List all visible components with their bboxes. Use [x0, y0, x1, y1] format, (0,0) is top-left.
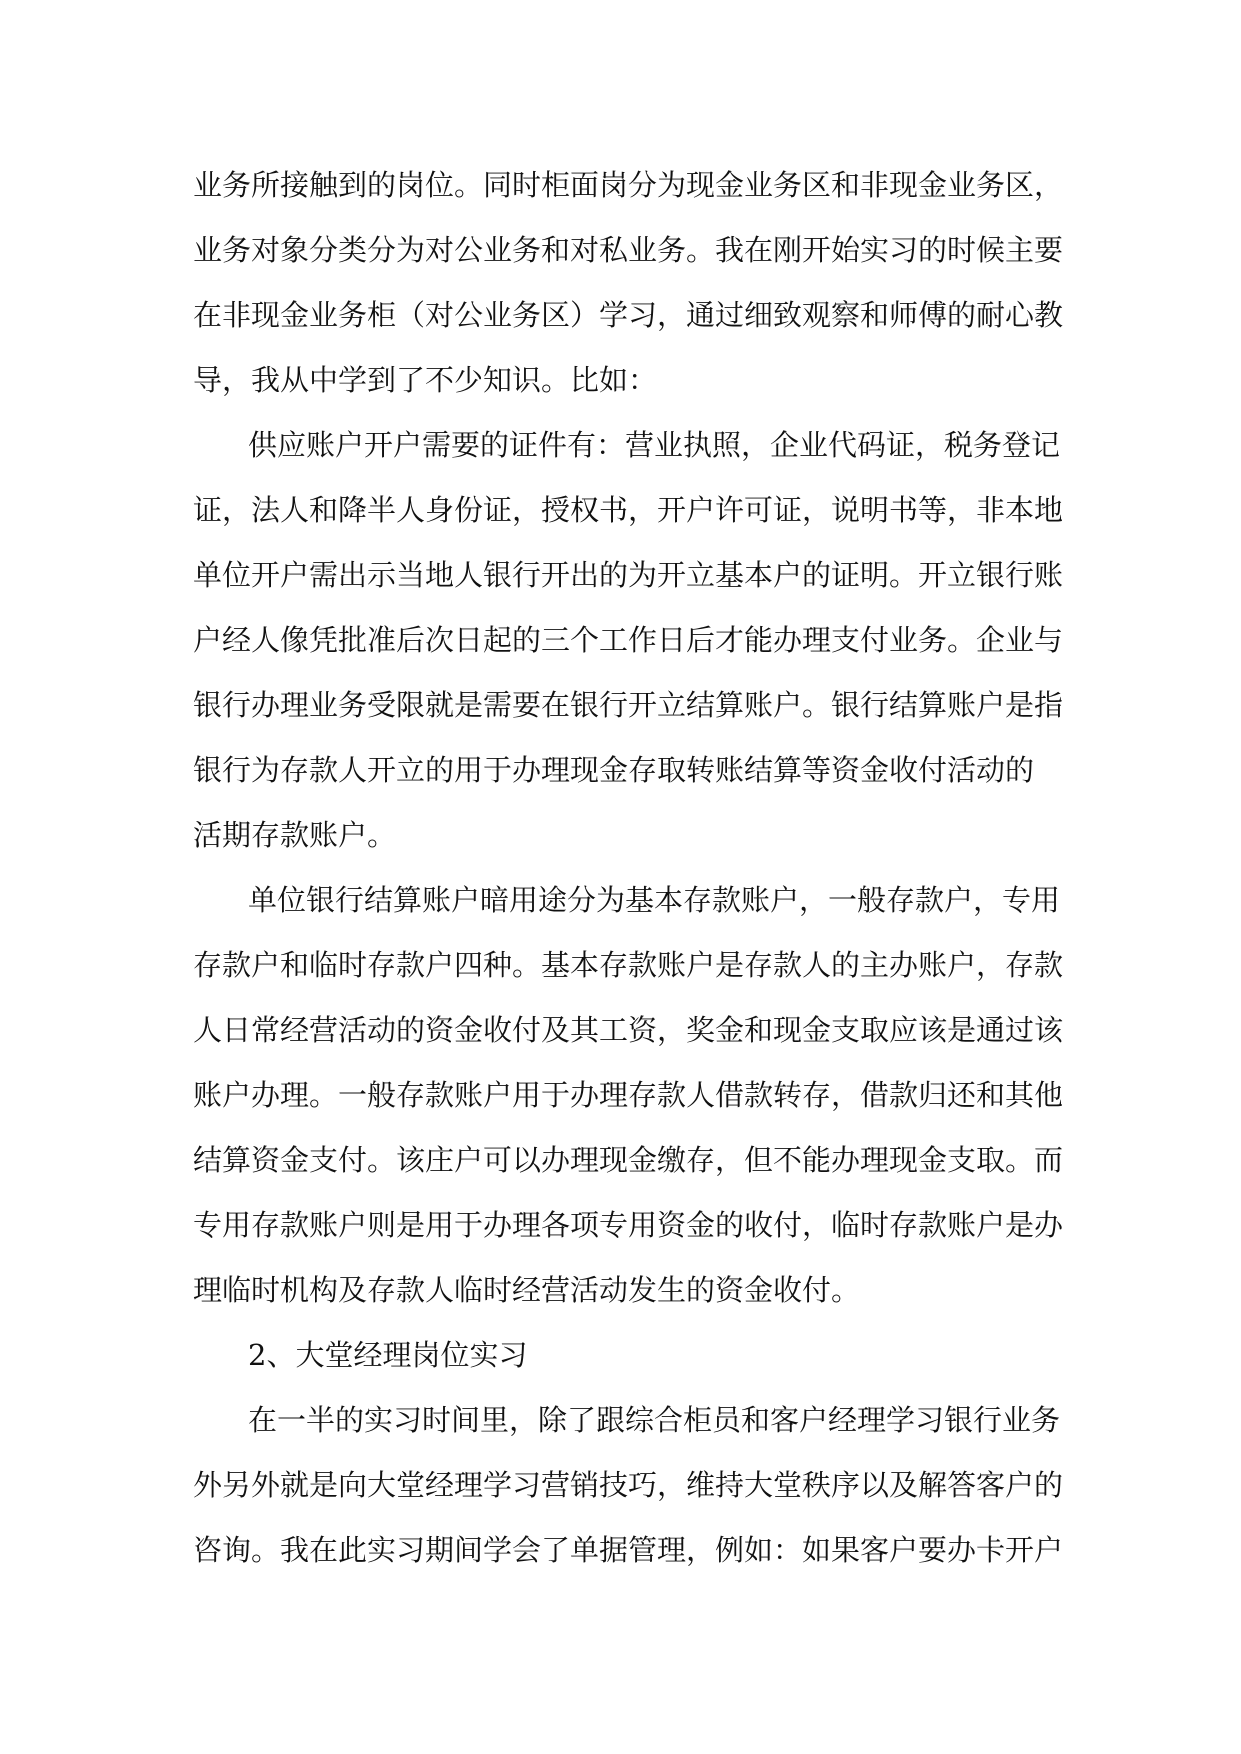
text-line: 银行为存款人开立的用于办理现金存取转账结算等资金收付活动的 — [193, 753, 1035, 787]
text-line: 银行办理业务受限就是需要在银行开立结算账户。银行结算账户是指 — [193, 688, 1064, 722]
text-line: 存款户和临时存款户四种。基本存款账户是存款人的主办账户，存款 — [193, 948, 1064, 982]
text-line: 专用存款账户则是用于办理各项专用资金的收付，临时存款账户是办 — [193, 1208, 1064, 1242]
text-line: 外另外就是向大堂经理学习营销技巧，维持大堂秩序以及解答客户的 — [193, 1468, 1064, 1502]
text-line: 业务所接触到的岗位。同时柜面岗分为现金业务区和非现金业务区， — [193, 168, 1064, 202]
text-line: 导，我从中学到了不少知识。比如： — [193, 363, 658, 397]
text-line: 账户办理。一般存款账户用于办理存款人借款转存，借款归还和其他 — [193, 1078, 1064, 1112]
text-line: 人日常经营活动的资金收付及其工资，奖金和现金支取应该是通过该 — [193, 1013, 1064, 1047]
paragraph-start-line: 单位银行结算账户暗用途分为基本存款账户，一般存款户，专用 — [248, 883, 1061, 917]
text-line: 理临时机构及存款人临时经营活动发生的资金收付。 — [193, 1273, 861, 1307]
text-line: 咨询。我在此实习期间学会了单据管理，例如：如果客户要办卡开户 — [193, 1533, 1064, 1567]
paragraph-start-line: 在一半的实习时间里，除了跟综合柜员和客户经理学习银行业务 — [248, 1403, 1061, 1437]
text-line: 户经人像凭批准后次日起的三个工作日后才能办理支付业务。企业与 — [193, 623, 1064, 657]
text-line: 业务对象分类分为对公业务和对私业务。我在刚开始实习的时候主要 — [193, 233, 1064, 267]
text-line: 证，法人和降半人身份证，授权书，开户许可证，说明书等，非本地 — [193, 493, 1064, 527]
paragraph-start-line: 供应账户开户需要的证件有：营业执照，企业代码证，税务登记 — [248, 428, 1061, 462]
text-line: 在非现金业务柜（对公业务区）学习，通过细致观察和师傅的耐心教 — [193, 298, 1064, 332]
text-line: 单位开户需出示当地人银行开出的为开立基本户的证明。开立银行账 — [193, 558, 1064, 592]
text-line: 活期存款账户。 — [193, 818, 397, 852]
text-line: 结算资金支付。该庄户可以办理现金缴存，但不能办理现金支取。而 — [193, 1143, 1064, 1177]
section-heading: 2、大堂经理岗位实习 — [248, 1338, 528, 1372]
